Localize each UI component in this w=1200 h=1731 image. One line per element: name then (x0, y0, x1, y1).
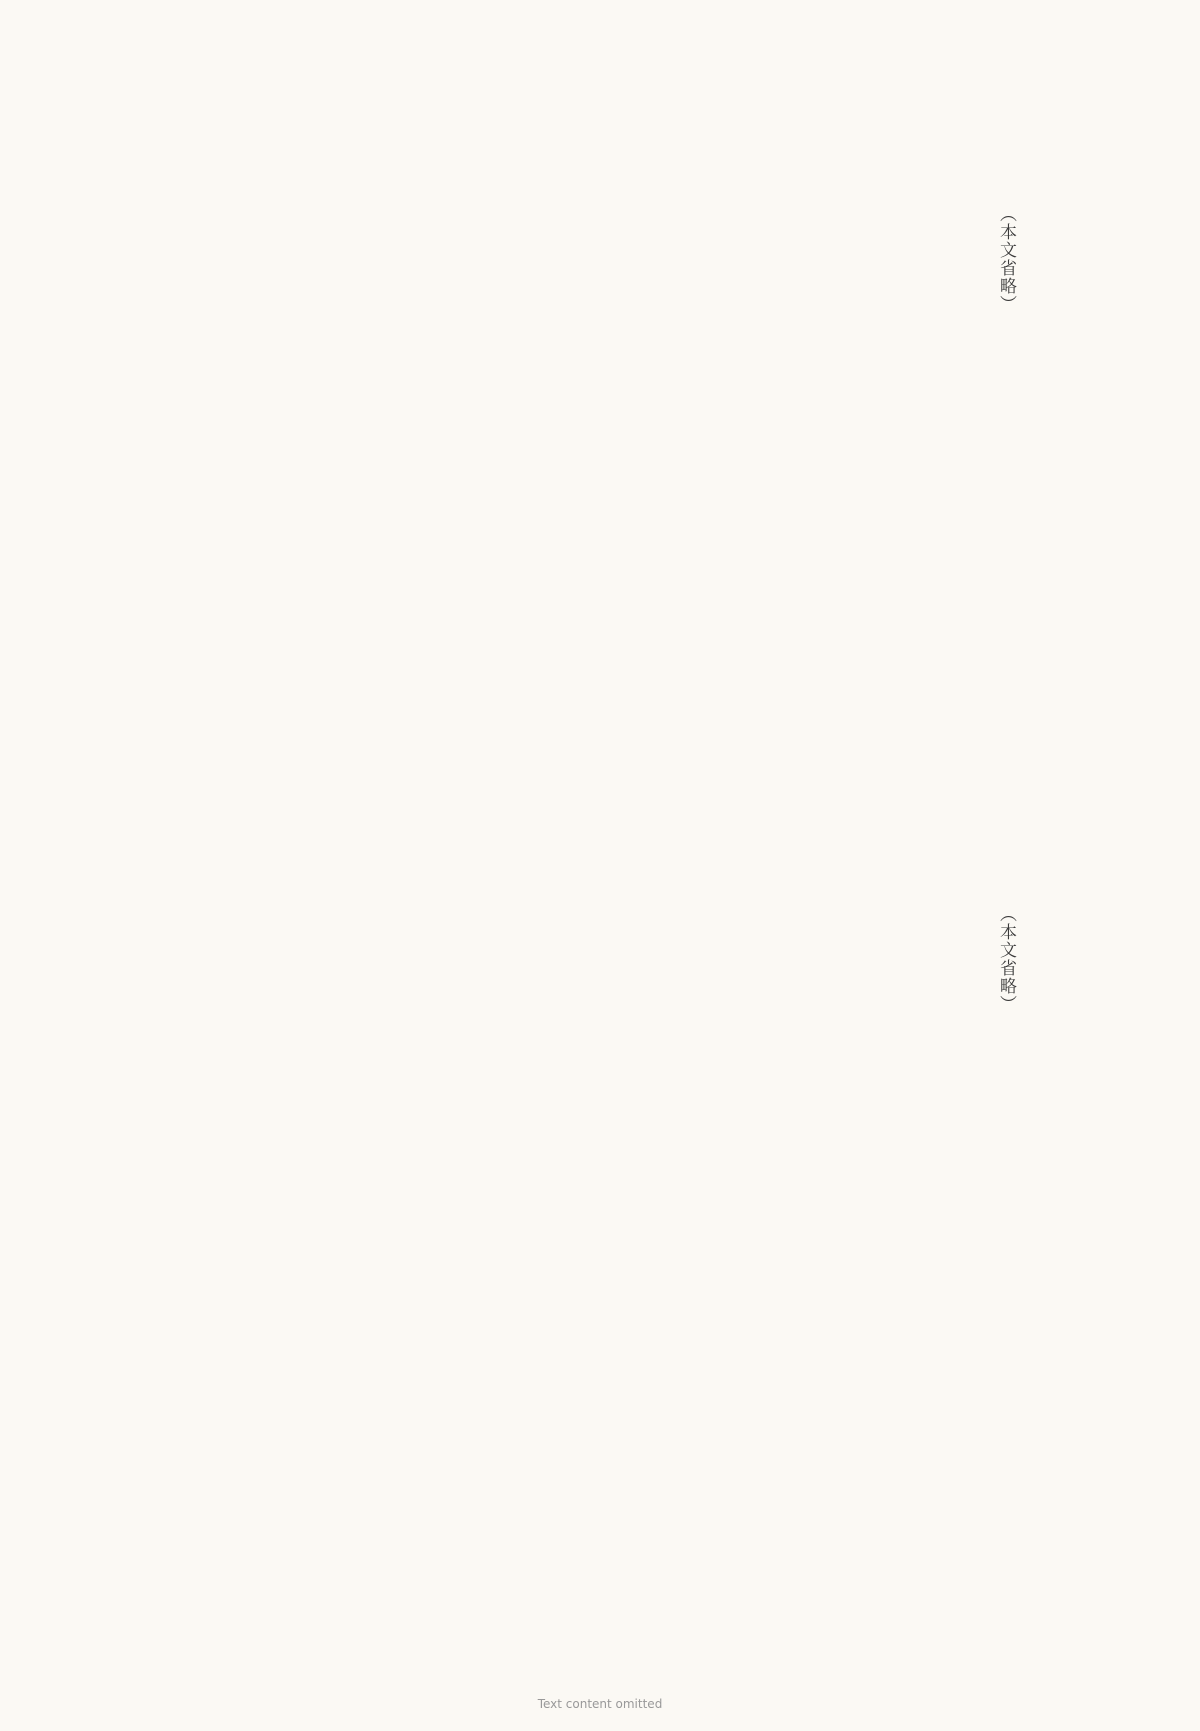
text-line: （本文省略） (996, 905, 1016, 1013)
text-block-top (140, 205, 1020, 805)
text-line: （本文省略） (996, 205, 1016, 313)
text-block-bottom (140, 905, 1020, 1505)
content-notice: Text content omitted (537, 1697, 663, 1711)
